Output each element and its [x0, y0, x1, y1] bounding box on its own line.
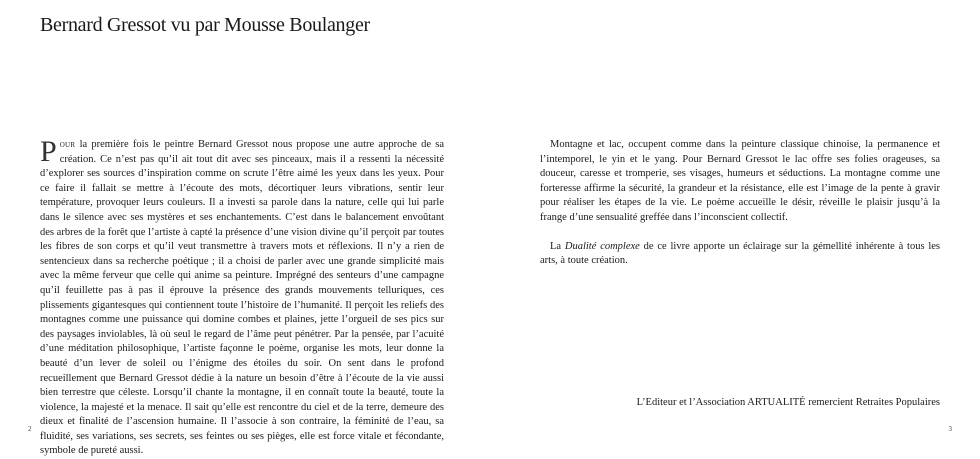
preface-body: la première fois le peintre Bernard Gressot nous propose une autre approche de sa création. Ce n’est pas qu’il ait tout dit avec ses pinceaux, mais il a ressenti la nécessité d’explorer ses sources d’inspiration comme on scrute l’être aimé les yeux dans les yeux. Pour ce faire il fallait se mettre à l’écoute des mots, décortiquer leurs vibrations, sentir leur température, provoquer leurs couleurs. Il a investi sa parole dans la nature, celle qui lui parle dans le silence avec ses mystères et ses enchantements. C’est dans le balancement envoûtant des arbres de la forêt que l’artiste à capté la présence d’une vision divine qu’il perçoit par toutes les fibres de son corps et qu’il veut transmettre à travers mots et réflexions. Il n’y a rien de sentencieux dans sa recherche poétique ; il a choisi de parler avec une grande simplicité mais avec la même ferveur que celle qui anime sa peinture. Imprégné des senteurs d’une campagne qu’il feuillette pas à pas il éprouve la présence des grands mouvements telluriques, ces plissements gigantesques qui contiennent toute l’histoire de l’humanité. Il perçoit les reliefs des montagnes comme une puissance qui domine combes et plaines, jette l’orgueil de ses pics sur des paysages inviolables, là où seul le regard de l’âme peut pénétrer. Par la pensée, par l’acuité d’une méditation philosophique, l’artiste façonne le poème, organise les mots, leur donne la beauté d’un lever de soleil ou l’énigme des étoiles du soir. On sent dans le profond recueillement que Bernard Gressot dédie à la nature un besoin d’être à l’écoute de la vie aussi bien terrestre que céleste. Lorsqu’il chante la montagne, il en connaît toute la beauté, toute la violence, la majesté et la menace. Il sait qu’elle est rencontre du ciel et de la terre, demeure des dieux et finalité de l’ascension humaine. Il l’associe à son contraire, la féminité de l’eau, sa fluidité, ses variations, ses secrets, ses feintes ou ses pièges, elle est force vitale et fécondante, symbole de pureté aussi.: [40, 139, 444, 457]
p2-after: de ce livre apporte un éclairage sur la gémellité inhérente à tous les arts, à toute création.: [540, 240, 941, 267]
acknowledgement: L’Editeur et l’Association ARTUALITÉ remercient Retraites Populaires: [636, 397, 940, 408]
book-title-italic: Dualité complexe: [564, 240, 640, 252]
p2-before: La: [550, 240, 565, 252]
drop-cap: P: [40, 135, 57, 168]
page-number-right: 3: [948, 425, 952, 433]
preface-text: [40, 135, 444, 459]
paragraph-dualite: [540, 240, 940, 269]
left-page: [0, 0, 490, 457]
page-title: Bernard Gressot vu par Mousse Boulanger: [40, 14, 370, 36]
lead-in: our: [59, 139, 76, 150]
paragraph-mountain-lake: Montagne et lac, occupent comme dans la peinture classique chinoise, la permanence et l’intemporel, le yin et le yang. Pour Bernard Gressot le lac offre ses folies orageuses, sa douceur, caresse et tromperie, ses visages, humeurs et séductions. La montagne comme une forteresse affirme la sécurité, la grandeur et la résistance, elle est l’image de la pente à gravir pour réaliser les étapes de la vie. Le poème accueille le désir, réveille le plaisir jusqu’à la frange d’une sensualité greffée dans l’inconscient collectif.: [540, 139, 940, 223]
right-text-block: [540, 138, 940, 269]
right-page: [490, 0, 980, 454]
page-number-left: 2: [28, 425, 32, 433]
